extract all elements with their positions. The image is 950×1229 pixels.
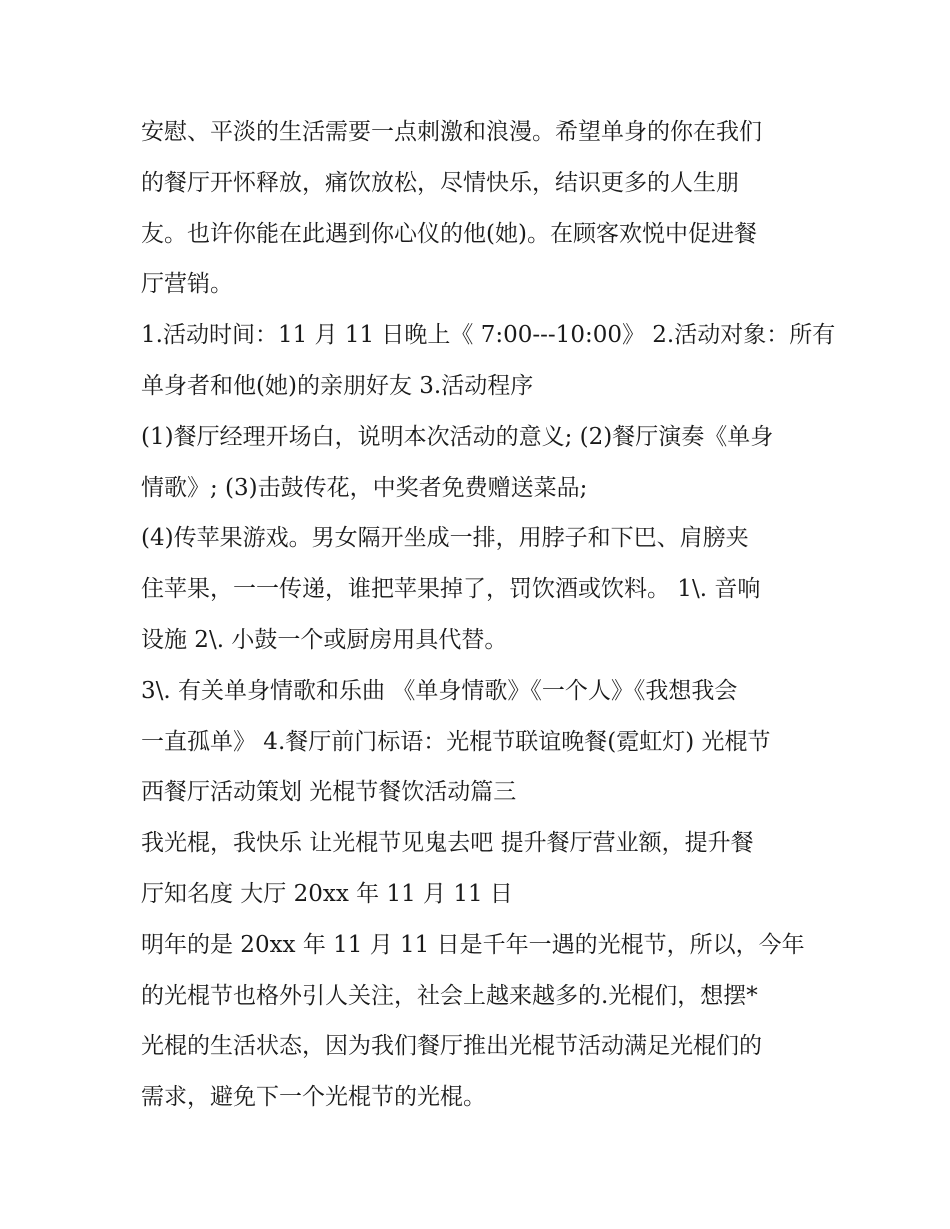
text-line-4: 厅营销。: [141, 271, 233, 298]
text-line-5: 1.活动时间：11 月 11 日晚上《 7:00---10:00》 2.活动对象：所有: [141, 322, 836, 349]
text-line-2: 的餐厅开怀释放，痛饮放松，尽情快乐，结识更多的人生朋: [141, 169, 739, 196]
text-line-14: 西餐厅活动策划 光棍节餐饮活动篇三: [141, 779, 517, 806]
text-line-16: 厅知名度 大厅 20xx 年 11 月 11 日: [141, 880, 513, 907]
text-line-6: 单身者和他(她)的亲朋好友 3.活动程序: [141, 372, 534, 399]
text-line-9: (4)传苹果游戏。男女隔开坐成一排，用脖子和下巴、肩膀夹: [141, 525, 749, 552]
text-line-8: 情歌》; (3)击鼓传花，中奖者免费赠送菜品;: [141, 474, 588, 501]
text-line-11: 设施 2\. 小鼓一个或厨房用具代替。: [141, 626, 508, 653]
text-line-20: 需求，避免下一个光棍节的光棍。: [141, 1084, 486, 1111]
text-line-15: 我光棍，我快乐 让光棍节见鬼去吧 提升餐厅营业额，提升餐: [141, 830, 754, 857]
body-text: [141, 107, 836, 1123]
text-line-7: (1)餐厅经理开场白，说明本次活动的意义; (2)餐厅演奏《单身: [141, 423, 774, 450]
text-line-1: 安慰、平淡的生活需要一点刺激和浪漫。希望单身的你在我们: [141, 119, 762, 145]
text-line-18: 的光棍节也格外引人关注，社会上越来越多的.光棍们，想摆*: [141, 982, 758, 1009]
text-line-17: 明年的是 20xx 年 11 月 11 日是千年一遇的光棍节，所以，今年: [141, 931, 805, 958]
text-line-3: 友。也许你能在此遇到你心仪的他(她)。在顾客欢悦中促进餐: [141, 220, 757, 247]
text-line-13: 一直孤单》 4.餐厅前门标语：光棍节联谊晚餐(霓虹灯) 光棍节: [141, 728, 771, 755]
text-line-10: 住苹果，一一传递，谁把苹果掉了，罚饮酒或饮料。 1\. 音响: [141, 576, 761, 603]
text-line-19: 光棍的生活状态，因为我们餐厅推出光棍节活动满足光棍们的: [141, 1033, 762, 1060]
text-line-12: 3\. 有关单身情歌和乐曲 《单身情歌》《一个人》《我想我会: [141, 677, 738, 704]
